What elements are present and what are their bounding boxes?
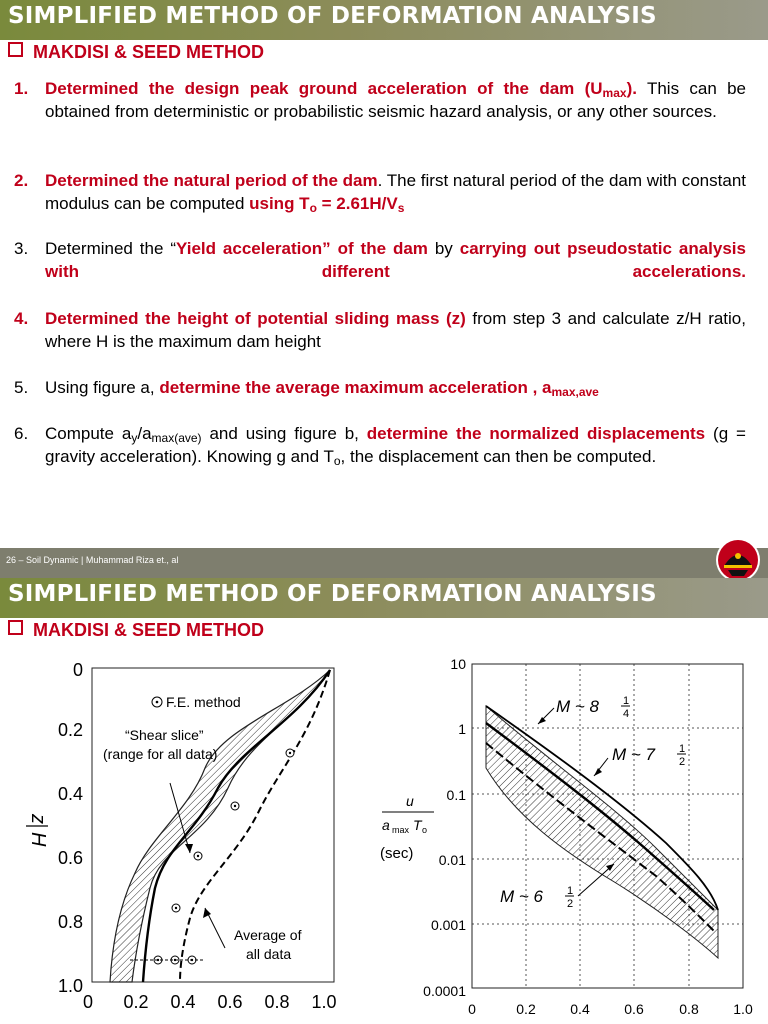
section-heading: [8, 42, 264, 63]
y-tick: 1: [458, 721, 466, 737]
step-number: 2.: [14, 171, 29, 190]
step-emphasis: Determined the height of potential sliding mass (z): [45, 309, 466, 328]
subscript: s: [397, 201, 405, 215]
fraction-denominator: 4: [623, 708, 630, 720]
average-label-line1: Average of: [234, 927, 302, 943]
x-tick: 0.6: [217, 992, 243, 1012]
step-text: Using figure a,: [45, 378, 160, 397]
step-emphasis-end: ).: [626, 79, 637, 98]
y-label-numerator: u: [406, 793, 414, 809]
x-tick: 0: [82, 992, 94, 1012]
step-number: 1.: [14, 79, 29, 98]
y-axis-label: [26, 813, 49, 847]
title-bar: [0, 578, 768, 618]
y-label-T: T: [413, 817, 422, 833]
title-bar: [0, 0, 768, 40]
y-tick: 0.001: [430, 917, 466, 933]
fraction-denominator: 2: [567, 898, 574, 910]
step-text: and using figure b,: [201, 424, 367, 443]
y-label-sub: max: [392, 825, 410, 835]
subscript: y: [131, 431, 138, 445]
fraction-numerator: 1: [623, 695, 630, 707]
x-tick: 0.8: [679, 1001, 699, 1017]
x-tick: 0.4: [570, 1001, 590, 1017]
step-text: , the displacement can then be computed.: [340, 447, 657, 466]
y-tick: 0.6: [57, 848, 83, 868]
slide-title: SIMPLIFIED METHOD OF DEFORMATION ANALYSIS: [8, 581, 657, 607]
step-emphasis: determine the normalized displacements: [366, 424, 706, 443]
x-tick: 0.8: [264, 992, 290, 1012]
university-logo-icon: [714, 536, 762, 584]
x-tick-labels: [83, 992, 337, 1012]
m6-label: M ~ 6: [500, 887, 543, 906]
y-tick: 0.2: [57, 720, 83, 740]
x-tick: 0.2: [516, 1001, 536, 1017]
shear-label-line1: “Shear slice”: [125, 727, 204, 743]
step-number: 5.: [14, 378, 29, 397]
x-tick: 0.2: [123, 992, 149, 1012]
y-tick: 0.01: [438, 852, 466, 868]
y-axis-label: [380, 793, 434, 862]
subscript: max: [602, 86, 627, 100]
x-tick: 1.0: [733, 1001, 753, 1017]
y-tick: 0.4: [57, 784, 83, 804]
y-tick: 0.0001: [423, 983, 466, 999]
m8-label: M ~ 8: [556, 697, 599, 716]
step-number: 4.: [14, 309, 29, 328]
section-heading: [8, 620, 264, 641]
y-tick: 0.1: [446, 787, 466, 803]
y-axis-label-bottom: H: [27, 832, 49, 847]
step-text: Determined the “: [45, 239, 177, 258]
y-tick: 1.0: [57, 976, 83, 996]
x-tick: 0.4: [170, 992, 196, 1012]
step-text: /a: [137, 424, 152, 443]
formula-mid: = 2.61H/V: [316, 194, 398, 213]
step-3: [14, 237, 746, 283]
y-axis-label-top: z: [27, 814, 49, 824]
y-label-unit: (sec): [380, 845, 414, 862]
formula: using T: [249, 194, 310, 213]
step-emphasis: Determined the natural period of the dam: [45, 171, 378, 190]
step-emphasis: Determined the design peak ground acceleration of the dam (U: [45, 79, 603, 98]
slide-title: SIMPLIFIED METHOD OF DEFORMATION ANALYSIS: [8, 3, 657, 29]
fraction-denominator: 2: [679, 756, 686, 768]
fe-legend-text: F.E. method: [166, 694, 241, 710]
step-emphasis: determine the average maximum acceleration , a: [159, 378, 552, 397]
section-heading-text: MAKDISI & SEED METHOD: [33, 42, 265, 62]
step-1: [14, 77, 746, 123]
m7-label: M ~ 7: [612, 745, 655, 764]
step-text: . The first natural period of the dam with constant modulus can be computed: [45, 171, 746, 213]
slide-footer: [0, 548, 768, 578]
fraction-numerator: 1: [679, 743, 686, 755]
step-emphasis: Yield acceleration” of the dam: [176, 239, 428, 258]
y-tick-labels: [423, 656, 466, 999]
y-tick: 0: [72, 660, 83, 680]
fraction-numerator: 1: [567, 885, 574, 897]
y-tick: 0.8: [57, 912, 83, 932]
x-tick: 1.0: [311, 992, 337, 1012]
subscript: max,ave: [551, 385, 599, 399]
y-tick-labels: [58, 660, 83, 996]
figure-a-zh-vs-acceleration: [0, 648, 370, 1024]
subscript: o: [333, 454, 341, 468]
y-label-T-sub: o: [422, 825, 428, 835]
checkbox-bullet-icon: [8, 620, 23, 635]
subscript: o: [309, 201, 317, 215]
step-2: [14, 169, 746, 215]
x-tick: 0: [468, 1001, 476, 1017]
checkbox-bullet-icon: [8, 42, 23, 57]
step-6: [14, 422, 746, 468]
subscript: max(ave): [151, 431, 202, 445]
y-label-denominator: a: [382, 817, 390, 833]
step-emphasis: carrying out pseudostatic analysis with different accelerations.: [45, 239, 746, 281]
step-text: (g = gravity acceleration). Knowing g and T: [45, 424, 746, 466]
x-tick: 0.6: [624, 1001, 644, 1017]
step-text: This can be obtained from deterministic or probabilistic seismic hazard analysis, or any other sources.: [45, 79, 747, 121]
step-number: 3.: [14, 239, 29, 258]
shear-label-line2: (range for all data): [103, 746, 218, 762]
step-4: [14, 307, 746, 353]
y-tick: 10: [450, 656, 466, 672]
step-text: from step 3 and calculate z/H ratio, where H is the maximum dam height: [45, 309, 746, 351]
step-text: Compute a: [45, 424, 132, 443]
step-text: by: [427, 239, 460, 258]
step-5: [14, 376, 746, 399]
footer-text: 26 – Soil Dynamic | Muhammad Riza et., al: [6, 555, 179, 565]
x-tick-labels: [468, 1001, 753, 1017]
section-heading-text: MAKDISI & SEED METHOD: [33, 620, 265, 640]
step-number: 6.: [14, 424, 29, 443]
figure-b-normalized-displacement: [376, 648, 768, 1024]
average-label-line2: all data: [246, 946, 292, 962]
slide-2: [0, 578, 768, 1024]
